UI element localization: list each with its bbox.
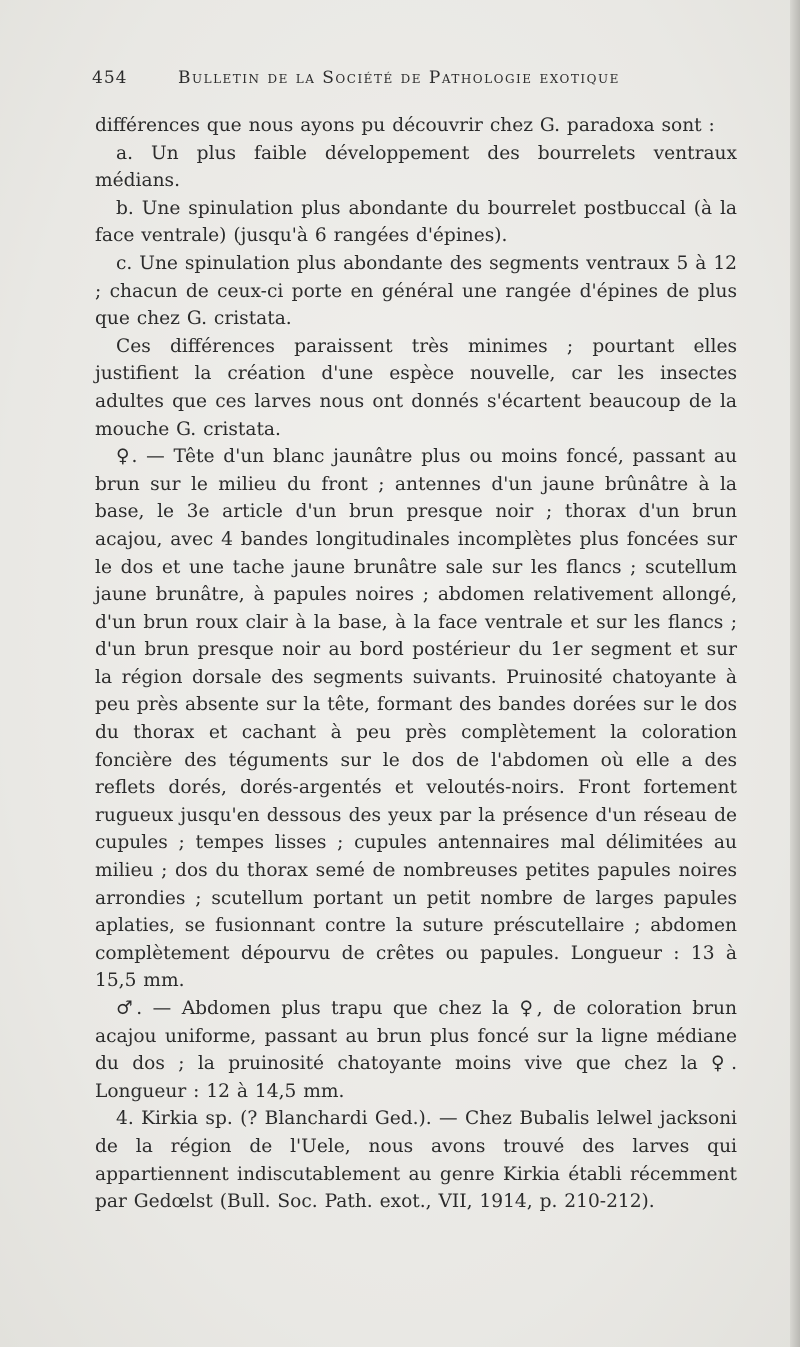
page-edge bbox=[790, 0, 800, 1347]
body-text bbox=[95, 112, 737, 1216]
paragraph: différences que nous ayons pu découvrir chez G. paradoxa sont : bbox=[95, 115, 715, 136]
running-header bbox=[92, 68, 732, 98]
paragraph: ♂. — Abdomen plus trapu que chez la ♀, de coloration brun acajou uniforme, passant au brun plus foncé sur la ligne médiane du dos ; la pruinosité chatoyante moins vive que chez la ♀. Longueur : 12 à 14,5 mm. bbox=[95, 998, 737, 1102]
running-title: Bulletin de la Société de Pathologie exotique bbox=[178, 68, 620, 88]
paragraph: 4. Kirkia sp. (? Blanchardi Ged.). — Chez Bubalis lelwel jacksoni de la région de l'Uele, nous avons trouvé des larves qui appartiennent indiscutablement au genre Kirkia établi récemment par Gedœlst (Bull. Soc. Path. exot., VII, 1914, p. 210-212). bbox=[95, 1108, 737, 1213]
page-number: 454 bbox=[92, 68, 128, 88]
paragraph: ♀. — Tête d'un blanc jaunâtre plus ou moins foncé, passant au brun sur le milieu du front ; antennes d'un jaune brûnâtre à la base, le 3e article d'un brun presque noir ; thorax d'un brun acajou, avec 4 bandes longitudinales incomplètes plus foncées sur le dos et une tache jaune brunâtre sale sur les flancs ; scutellum jaune brunâtre, à papules noires ; abdomen relativement allongé, d'un brun roux clair à la base, à la face ventrale et sur les flancs ; d'un brun presque noir au bord postérieur du 1er segment et sur la région dorsale des segments suivants. Pruinosité chatoyante à peu près absente sur la tête, formant des bandes dorées sur le dos du thorax et cachant à peu près complètement la coloration foncière des téguments sur le dos de l'abdomen où elle a des reflets dorés, dorés-argentés et veloutés-noirs. Front fortement rugueux jusqu'en dessous des yeux par la présence d'un réseau de cupules ; tempes lisses ; cupules antennaires mal délimitées au milieu ; dos du thorax semé de nombreuses petites papules noires arrondies ; scutellum portant un petit nombre de larges papules aplaties, se fusionnant contre la suture préscutellaire ; abdomen complètement dépourvu de crêtes ou papules. Longueur : 13 à 15,5 mm. bbox=[95, 446, 737, 992]
paragraph: b. Une spinulation plus abondante du bourrelet postbuccal (à la face ventrale) (jusqu'à 6 rangées d'épines). bbox=[95, 197, 737, 247]
paragraph: Ces différences paraissent très minimes ; pourtant elles justifient la création d'une espèce nouvelle, car les insectes adultes que ces larves nous ont donnés s'écartent beaucoup de la mouche G. cristata. bbox=[95, 335, 737, 440]
paragraph: c. Une spinulation plus abondante des segments ventraux 5 à 12 ; chacun de ceux-ci porte en général une rangée d'épines de plus que chez G. cristata. bbox=[95, 252, 737, 330]
paragraph: a. Un plus faible développement des bourrelets ventraux médians. bbox=[95, 142, 737, 192]
